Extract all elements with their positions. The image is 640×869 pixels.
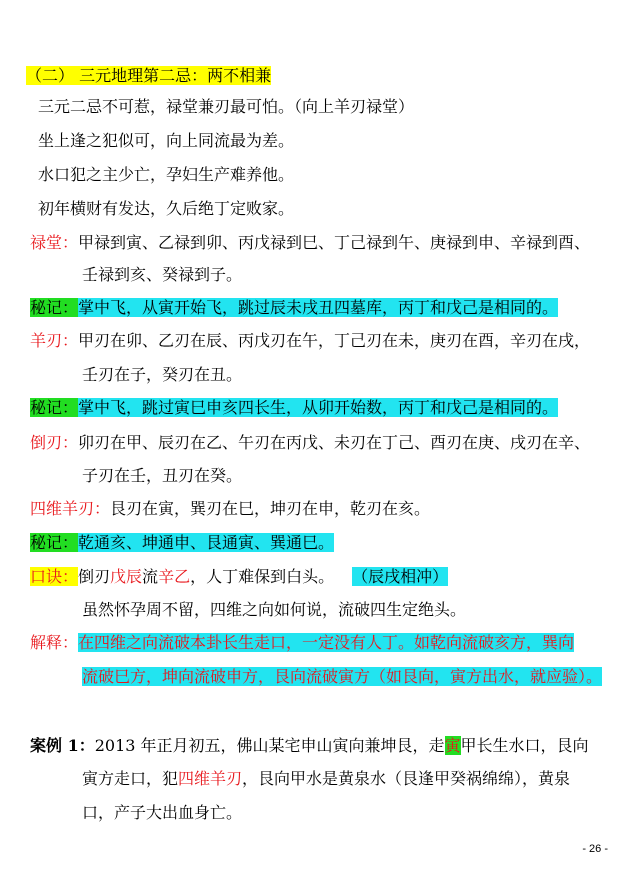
siwei-text: 艮刃在寅，巽刃在巳，坤刃在申，乾刃在亥。 bbox=[110, 499, 431, 518]
koujue-part-2: 戊辰 bbox=[110, 567, 143, 586]
jieshi-line-1 bbox=[30, 630, 574, 656]
miji-label-2: 秘记： bbox=[30, 398, 79, 417]
daoren-line-2: 子刃在壬，丑刃在癸。 bbox=[82, 466, 243, 485]
miji-text-3: 乾通亥、坤通申、艮通寅、巽通巳。 bbox=[78, 533, 335, 552]
koujue-part-5: ，人丁难保到白头。 bbox=[190, 567, 335, 586]
koujue-note: （辰戌相冲） bbox=[352, 567, 449, 586]
lutang-line-1 bbox=[30, 230, 590, 256]
jieshi-text-2: 流破巳方，坤向流破申方，艮向流破寅方（如艮向，寅方出水，就应验）。 bbox=[82, 667, 603, 686]
poem-line-4: 初年横财有发达，久后绝丁定败家。 bbox=[38, 199, 295, 218]
jieshi-text-1: 在四维之向流破本卦长生走口，一定没有人丁。如乾向流破亥方，巽向 bbox=[78, 633, 575, 652]
case-text-1a: 2013 年正月初五，佛山某宅申山寅向兼坤艮，走 bbox=[94, 736, 445, 755]
daoren-label: 倒刃： bbox=[30, 433, 79, 452]
miji-line-1 bbox=[30, 295, 558, 321]
jieshi-line-2 bbox=[82, 664, 602, 690]
siwei-label: 四维羊刃： bbox=[30, 499, 111, 518]
section-title-text: （二） 三元地理第二忌：两不相兼 bbox=[26, 66, 272, 85]
koujue-part-1: 倒刃 bbox=[78, 567, 111, 586]
yangren-line-1 bbox=[30, 328, 590, 354]
case-text-1b: 寅 bbox=[444, 736, 461, 755]
miji-text-1: 掌中飞，从寅开始飞，跳过辰未戌丑四墓库，丙丁和戊己是相同的。 bbox=[78, 298, 559, 317]
poem-line-2: 坐上逢之犯似可，向上同流最为差。 bbox=[38, 131, 295, 150]
lutang-label: 禄堂： bbox=[30, 233, 79, 252]
poem-line-3: 水口犯之主少亡，孕妇生产难养他。 bbox=[38, 165, 295, 184]
yangren-line-2: 壬刃在子，癸刃在丑。 bbox=[82, 365, 243, 384]
koujue-line-2: 虽然怀孕周不留，四维之向如何说，流破四生定绝头。 bbox=[82, 600, 467, 619]
daoren-line-1 bbox=[30, 430, 590, 456]
yangren-label: 羊刃： bbox=[30, 331, 79, 350]
case-label: 案例 1： bbox=[30, 736, 95, 755]
koujue-label: 口诀： bbox=[30, 567, 79, 586]
siwei-line bbox=[30, 496, 430, 522]
case-line-2 bbox=[82, 766, 570, 792]
lutang-text-1: 甲禄到寅、乙禄到卯、丙戊禄到巳、丁己禄到午、庚禄到申、辛禄到酉、 bbox=[78, 233, 591, 252]
miji-text-2: 掌中飞，跳过寅巳申亥四长生，从卯开始数，丙丁和戊己是相同的。 bbox=[78, 398, 559, 417]
daoren-text-1: 卯刃在甲、辰刃在乙、午刃在丙戊、未刃在丁己、酉刃在庚、戌刃在辛、 bbox=[78, 433, 591, 452]
poem-line-1: 三元二忌不可惹，禄堂兼刃最可怕。（向上羊刃禄堂） bbox=[38, 97, 415, 116]
yangren-text-1: 甲刃在卯、乙刃在辰、丙戊刃在午，丁己刃在未，庚刃在酉，辛刃在戌， bbox=[78, 331, 591, 350]
koujue-line-1 bbox=[30, 564, 448, 590]
lutang-line-2: 壬禄到亥、癸禄到子。 bbox=[82, 265, 243, 284]
page-number: - 26 - bbox=[582, 843, 608, 855]
case-text-2a: 寅方走口，犯 bbox=[82, 769, 179, 788]
koujue-part-3: 流 bbox=[142, 567, 159, 586]
jieshi-label: 解释： bbox=[30, 633, 79, 652]
miji-line-2 bbox=[30, 395, 558, 421]
case-text-1c: 甲长生水口，艮向 bbox=[460, 736, 589, 755]
koujue-part-4: 辛乙 bbox=[158, 567, 191, 586]
case-line-3: 口，产子大出血身亡。 bbox=[82, 803, 243, 822]
case-text-2c: ，艮向甲水是黄泉水（艮逢甲癸祸绵绵），黄泉 bbox=[242, 769, 571, 788]
miji-label-1: 秘记： bbox=[30, 298, 79, 317]
case-text-2b: 四维羊刃 bbox=[178, 769, 243, 788]
miji-label-3: 秘记： bbox=[30, 533, 79, 552]
miji-line-3 bbox=[30, 530, 334, 556]
section-title bbox=[26, 63, 271, 89]
case-line-1 bbox=[30, 733, 589, 759]
